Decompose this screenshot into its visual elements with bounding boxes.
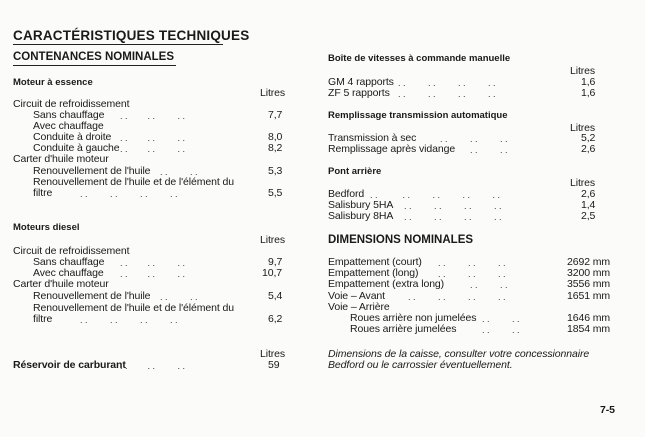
leader-dots: . . . . . . [120, 361, 186, 371]
leader-dots: . . . . [470, 145, 508, 155]
diesel-oil-filter-label: Renouvellement de l'huile et de l'élément du [33, 302, 234, 314]
petrol-sump-label: Carter d'huile moteur [13, 153, 109, 165]
body-dimensions-note-line2: Bedford ou le carrossier éventuellement. [328, 359, 513, 371]
page-number: 7-5 [600, 404, 615, 416]
axle-bedford-label: Bedford [328, 188, 365, 200]
diesel-oil-filter-value: 6,2 [268, 313, 283, 325]
petrol-no-heater-label: Sans chauffage [33, 109, 105, 121]
rear-single-value: 1646 mm [567, 312, 611, 324]
body-dimensions-note-line1: Dimensions de la caisse, consulter votre concessionnaire [328, 348, 590, 360]
wb-xlong-label: Empattement (extra long) [328, 278, 445, 290]
petrol-with-heater-label: Avec chauffage [33, 120, 104, 132]
leader-dots: . . . . . . [120, 133, 186, 143]
diesel-no-heater-label: Sans chauffage [33, 256, 105, 268]
title-underline [13, 44, 223, 45]
gearbox-gm4-value: 1,6 [581, 76, 596, 88]
rear-twin-value: 1854 mm [567, 323, 611, 335]
leader-dots: . . . . . . . . [80, 189, 178, 199]
fuel-unit: Litres [260, 348, 286, 360]
diesel-unit: Litres [260, 234, 286, 246]
leader-dots: . . . . [482, 314, 520, 324]
leader-dots: . . . . [470, 280, 508, 290]
fuel-tank-label: Réservoir de carburant [13, 359, 126, 371]
leader-dots: . . . . . . [120, 144, 186, 154]
auto-drain-label: Remplissage après vidange [328, 143, 456, 155]
diesel-heading: Moteurs diesel [13, 222, 80, 233]
capacities-underline [13, 65, 176, 66]
wb-long-value: 3200 mm [567, 267, 611, 279]
petrol-oil-renew-value: 5,3 [268, 165, 283, 177]
axle-s8-label: Salisbury 8HA [328, 210, 394, 222]
rear-twin-label: Roues arrière jumelées [350, 323, 457, 335]
track-front-label: Voie – Avant [328, 290, 385, 302]
diesel-filter-word: filtre [33, 313, 53, 325]
diesel-sump-label: Carter d'huile moteur [13, 278, 109, 290]
leader-dots: . . . . . . . . [80, 315, 178, 325]
gearbox-zf5-label: ZF 5 rapports [328, 87, 390, 99]
leader-dots: . . . . . . . . [398, 78, 496, 88]
leader-dots: . . . . . . [120, 258, 186, 268]
petrol-oil-filter-value: 5,5 [268, 187, 283, 199]
gearbox-gm4-label: GM 4 rapports [328, 76, 394, 88]
axle-s5-label: Salisbury 5HA [328, 199, 394, 211]
axle-unit: Litres [570, 177, 596, 189]
wb-short-label: Empattement (court) [328, 256, 422, 268]
dimensions-heading: DIMENSIONS NOMINALES [328, 234, 474, 246]
diesel-cooling-label: Circuit de refroidissement [13, 245, 130, 257]
axle-s5-value: 1,4 [581, 199, 596, 211]
wb-short-value: 2692 mm [567, 256, 611, 268]
petrol-oil-renew-label: Renouvellement de l'huile [33, 165, 151, 177]
leader-dots: . . . . . . [438, 258, 506, 268]
gearbox-unit: Litres [570, 65, 596, 77]
leader-dots: . . . . [160, 167, 198, 177]
petrol-oil-filter-label: Renouvellement de l'huile et de l'élément du [33, 176, 234, 188]
auto-unit: Litres [570, 122, 596, 134]
leader-dots: . . . . [160, 292, 198, 302]
gearbox-heading: Boîte de vitesses à commande manuelle [328, 53, 511, 64]
leader-dots: . . . . . . . . [404, 212, 502, 222]
axle-heading: Pont arrière [328, 166, 382, 177]
leader-dots: . . . . . . [438, 269, 506, 279]
petrol-rhd-label: Conduite à droite [33, 131, 112, 143]
fuel-tank-value: 59 [268, 359, 280, 371]
axle-s8-value: 2,5 [581, 210, 596, 222]
wb-xlong-value: 3556 mm [567, 278, 611, 290]
leader-dots: . . . . . . . . [408, 292, 506, 302]
petrol-unit: Litres [260, 87, 286, 99]
petrol-heading: Moteur à essence [13, 77, 93, 88]
rear-single-label: Roues arrière non jumelées [350, 312, 477, 324]
leader-dots: . . . . . . . . [398, 89, 496, 99]
auto-dry-value: 5,2 [581, 132, 596, 144]
leader-dots: . . . . . . . . . . [370, 190, 501, 200]
axle-bedford-value: 2,6 [581, 188, 596, 200]
gearbox-zf5-value: 1,6 [581, 87, 596, 99]
diesel-no-heater-value: 9,7 [268, 256, 283, 268]
diesel-with-heater-value: 10,7 [262, 267, 283, 279]
diesel-oil-renew-value: 5,4 [268, 290, 283, 302]
petrol-no-heater-value: 7,7 [268, 109, 283, 121]
petrol-lhd-value: 8,2 [268, 142, 283, 154]
track-front-value: 1651 mm [567, 290, 611, 302]
auto-drain-value: 2,6 [581, 143, 596, 155]
auto-dry-label: Transmission à sec [328, 132, 417, 144]
capacities-heading: CONTENANCES NOMINALES [13, 51, 175, 63]
diesel-with-heater-label: Avec chauffage [33, 267, 104, 279]
petrol-rhd-value: 8,0 [268, 131, 283, 143]
petrol-cooling-label: Circuit de refroidissement [13, 98, 130, 110]
wb-long-label: Empattement (long) [328, 267, 419, 279]
leader-dots: . . . . . . [120, 111, 186, 121]
leader-dots: . . . . . . [120, 269, 186, 279]
track-rear-label: Voie – Arrière [328, 301, 390, 313]
leader-dots: . . . . . . . . [404, 201, 502, 211]
page-title: CARACTÉRISTIQUES TECHNIQUES [13, 28, 250, 43]
petrol-filter-word: filtre [33, 187, 53, 199]
diesel-oil-renew-label: Renouvellement de l'huile [33, 290, 151, 302]
petrol-lhd-label: Conduite à gauche [33, 142, 120, 154]
leader-dots: . . . . . . [440, 134, 508, 144]
auto-heading: Remplissage transmission automatique [328, 110, 508, 121]
leader-dots: . . . . [482, 325, 520, 335]
